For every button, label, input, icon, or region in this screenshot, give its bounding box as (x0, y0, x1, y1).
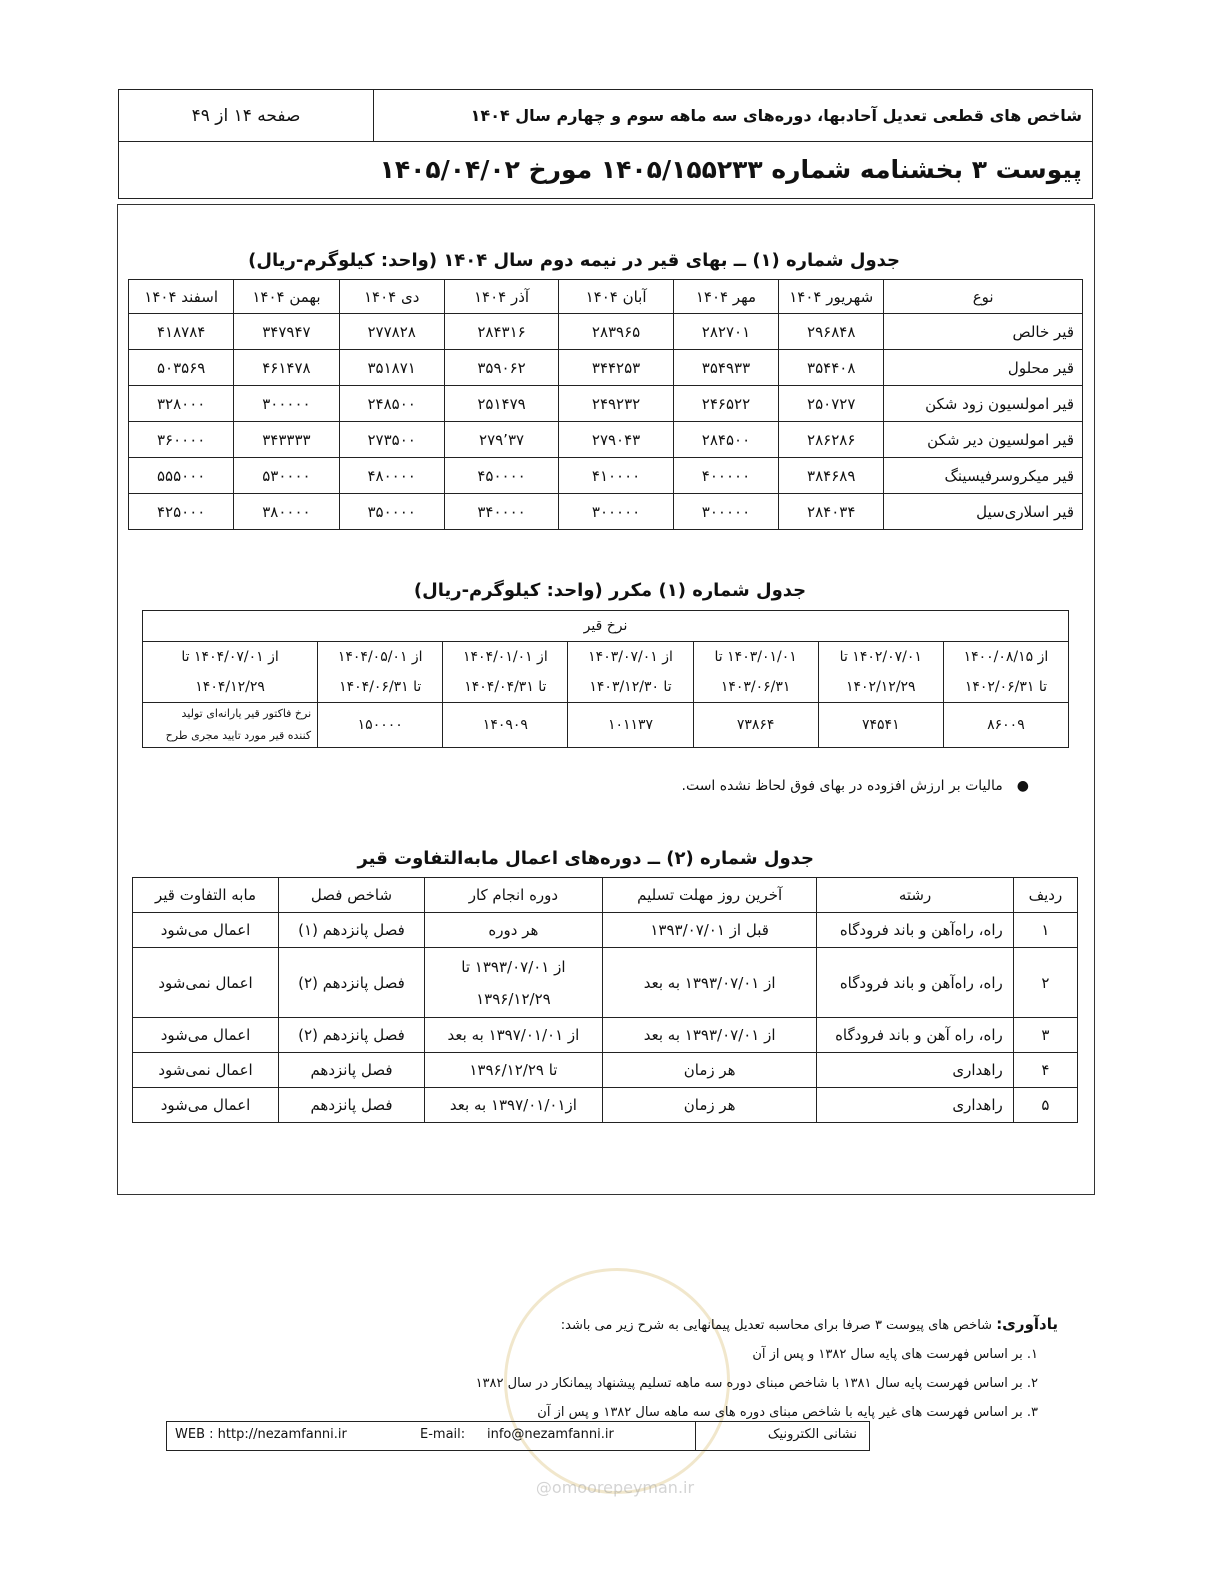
row-label: قیر امولسیون زود شکن (884, 386, 1083, 422)
email-label: E-mail: (420, 1427, 466, 1442)
table-cell: ۲۷۹۰۴۳ (559, 422, 674, 458)
header-subtitle: شاخص های قطعی تعدیل آحادبها، دوره‌های سه ماهه سوم و چهارم سال ۱۴۰۴ (470, 106, 1082, 125)
row-number: ۳ (1013, 1018, 1077, 1053)
table1-caption: جدول شماره (۱) ــ بهای قیر در نیمه دوم سال ۱۴۰۴ (واحد: کیلوگرم-ریال) (248, 250, 900, 271)
period-line: از ۱۴۰۴/۰۱/۰۱ (463, 649, 548, 665)
table-cell: ۳۸۴۶۸۹ (779, 458, 884, 494)
table-cell: ۲۴۶۵۲۲ (673, 386, 778, 422)
table-cell: ۲۹۶۸۴۸ (779, 314, 884, 350)
divider (695, 1422, 696, 1450)
reminder-intro (338, 1310, 1058, 1340)
table-cell: ۳۵۱۸۷۱ (339, 350, 444, 386)
period-line: از ۱۴۰۴/۰۷/۰۱ تا (181, 649, 279, 665)
table-cell: ۲۴۸۵۰۰ (339, 386, 444, 422)
column-header: مهر ۱۴۰۴ (673, 280, 778, 314)
table-cell: ۳۰۰۰۰۰ (673, 494, 778, 530)
table-cell: ۳۵۴۴۰۸ (779, 350, 884, 386)
table-header-row (143, 611, 1069, 642)
table-cell: ۴۵۰۰۰۰ (444, 458, 559, 494)
difference-periods-table (132, 877, 1078, 1123)
table-cell: فصل پانزدهم (۲) (279, 1018, 425, 1053)
watermark-text: @omoorepeyman.ir (535, 1478, 695, 1497)
table-row (133, 913, 1078, 948)
table1b-caption: جدول شماره (۱) مکرر (واحد: کیلوگرم-ریال) (413, 580, 807, 601)
period-line: تا ۱۴۰۳/۱۲/۳۰ (589, 679, 672, 695)
table-cell: ۱۴۰۹۰۹ (443, 703, 568, 748)
web-link[interactable]: WEB : http://nezamfanni.ir (175, 1427, 347, 1442)
period-cell (143, 642, 318, 703)
table-cell: ۱۵۰۰۰۰ (318, 703, 443, 748)
table-cell: راهداری (817, 1053, 1013, 1088)
reminder-section (338, 1310, 1058, 1427)
period-row (143, 642, 1069, 703)
table-cell: ۵۰۳۵۶۹ (129, 350, 234, 386)
table-cell: ۳۵۴۹۳۳ (673, 350, 778, 386)
table-cell: ۴۲۵۰۰۰ (129, 494, 234, 530)
table-cell: اعمال نمی‌شود (133, 948, 279, 1018)
cell-line: کننده قیر مورد تایید مجری طرح (165, 729, 312, 742)
period-line: ۱۴۰۲/۱۲/۲۹ (845, 679, 916, 695)
table-cell: ۲۸۳۹۶۵ (559, 314, 674, 350)
table-header-row (133, 878, 1078, 913)
period-cell (568, 642, 693, 703)
table-cell: تا ۱۳۹۶/۱۲/۲۹ (424, 1053, 602, 1088)
reminder-heading: یادآوری: (996, 1315, 1058, 1333)
table-cell: ۲۸۴۳۱۶ (444, 314, 559, 350)
table-cell: اعمال می‌شود (133, 913, 279, 948)
row-number: ۴ (1013, 1053, 1077, 1088)
row-label: قیر امولسیون دیر شکن (884, 422, 1083, 458)
column-header: ردیف (1013, 878, 1077, 913)
row-number: ۱ (1013, 913, 1077, 948)
row-label: قیر اسلاری‌سیل (884, 494, 1083, 530)
bitumen-price-table (128, 279, 1083, 530)
row-label: قیر محلول (884, 350, 1083, 386)
period-line: از ۱۴۰۴/۰۵/۰۱ (337, 649, 423, 665)
table-row (133, 948, 1078, 1018)
table-cell: ۳۴۴۲۵۳ (559, 350, 674, 386)
table-cell: از ۱۳۹۳/۰۷/۰۱ به بعد (602, 948, 816, 1018)
table-cell: ۲۷۹٬۳۷ (444, 422, 559, 458)
table-cell: ۳۲۸۰۰۰ (129, 386, 234, 422)
table-cell: ۷۴۵۴۱ (818, 703, 943, 748)
row-number: ۵ (1013, 1088, 1077, 1123)
period-line: از ۱۴۰۳/۰۷/۰۱ (588, 649, 673, 665)
column-header: بهمن ۱۴۰۴ (234, 280, 339, 314)
table-cell: ۳۰۰۰۰۰ (559, 494, 674, 530)
column-header: شهریور ۱۴۰۴ (779, 280, 884, 314)
period-line: ۱۴۰۲/۰۷/۰۱ تا (839, 649, 922, 665)
table-cell: ۲۸۴۰۳۴ (779, 494, 884, 530)
table-row (129, 458, 1083, 494)
column-header: رشته (817, 878, 1013, 913)
table-cell: هر زمان (602, 1088, 816, 1123)
email-link[interactable]: info@nezamfanni.ir (487, 1427, 614, 1442)
period-line: تا ۱۴۰۲/۰۶/۳۱ (964, 679, 1048, 695)
column-header: آخرین روز مهلت تسلیم (602, 878, 816, 913)
row-label: قیر میکروسرفیسینگ (884, 458, 1083, 494)
table-cell: اعمال می‌شود (133, 1018, 279, 1053)
table-row (129, 314, 1083, 350)
table-cell: از ۱۳۹۷/۰۱/۰۱ به بعد (424, 1018, 602, 1053)
table-cell: ۸۶۰۰۹ (943, 703, 1068, 748)
table-cell: ۳۸۰۰۰۰ (234, 494, 339, 530)
table-cell: ۲۷۳۵۰۰ (339, 422, 444, 458)
cell-line: از ۱۳۹۳/۰۷/۰۱ تا (461, 957, 566, 976)
table-cell: ۲۷۷۸۲۸ (339, 314, 444, 350)
table-cell: ۳۵۰۰۰۰ (339, 494, 444, 530)
period-line: تا ۱۴۰۴/۰۶/۳۱ (339, 679, 422, 695)
period-cell (443, 642, 568, 703)
column-header: آبان ۱۴۰۴ (559, 280, 674, 314)
table-row (133, 1053, 1078, 1088)
column-header: آذر ۱۴۰۴ (444, 280, 559, 314)
footer-box (166, 1421, 870, 1451)
bullet-icon: ● (1016, 778, 1029, 794)
table-cell: ۳۶۰۰۰۰ (129, 422, 234, 458)
table-cell: فصل پانزدهم (279, 1088, 425, 1123)
table-cell: ۱۰۱۱۳۷ (568, 703, 693, 748)
table2-caption: جدول شماره (۲) ــ دوره‌های اعمال مابه‌التفاوت قیر (357, 848, 814, 869)
table-cell: ۲۴۹۲۳۲ (559, 386, 674, 422)
column-header: اسفند ۱۴۰۴ (129, 280, 234, 314)
table-cell: قبل از ۱۳۹۳/۰۷/۰۱ (602, 913, 816, 948)
group-header: نرخ قیر (143, 611, 1069, 642)
table-cell: اعمال نمی‌شود (133, 1053, 279, 1088)
table-cell: ۳۴۳۳۳۳ (234, 422, 339, 458)
table-cell: از ۱۳۹۳/۰۷/۰۱ به بعد (602, 1018, 816, 1053)
table-row (133, 1018, 1078, 1053)
bitumen-rate-table (142, 610, 1069, 748)
page-title: پیوست ۳ بخشنامه شماره ۱۴۰۵/۱۵۵۲۳۳ مورخ ۱۴۰۵/۰۴/۰۲ (379, 155, 1082, 184)
row-number: ۲ (1013, 948, 1077, 1018)
reminder-item: ۲. بر اساس فهرست پایه سال ۱۳۸۱ با شاخص مبنای دوره سه ماهه تسلیم پیشنهاد پیمانکار در سال ۱۳۸۲ (475, 1376, 1038, 1391)
table-cell: ۴۸۰۰۰۰ (339, 458, 444, 494)
column-header: دی ۱۴۰۴ (339, 280, 444, 314)
table-header-row (129, 280, 1083, 314)
table-row (129, 422, 1083, 458)
document-header (118, 89, 1093, 199)
table-cell: ۳۴۷۹۴۷ (234, 314, 339, 350)
table-cell: ۵۳۰۰۰۰ (234, 458, 339, 494)
table-row (129, 494, 1083, 530)
footer-label: نشانی الکترونیک (767, 1427, 857, 1442)
subsidized-rate-cell (143, 703, 318, 748)
table-cell: ۳۴۰۰۰۰ (444, 494, 559, 530)
table-cell: فصل پانزدهم (۲) (279, 948, 425, 1018)
table-cell: ۲۸۴۵۰۰ (673, 422, 778, 458)
table-cell: اعمال می‌شود (133, 1088, 279, 1123)
reminder-item: ۳. بر اساس فهرست های غیر پایه با شاخص مبنای دوره های سه ماهه سال ۱۳۸۲ و پس از آن (537, 1405, 1038, 1420)
table-cell: راه، راه‌آهن و باند فرودگاه (817, 948, 1013, 1018)
table-cell: هر دوره (424, 913, 602, 948)
period-line: تا ۱۴۰۴/۰۴/۳۱ (464, 679, 547, 695)
period-cell (318, 642, 443, 703)
page-number: صفحه ۱۴ از ۴۹ (119, 90, 374, 141)
cell-line: ۱۳۹۶/۱۲/۲۹ (476, 989, 551, 1008)
table-cell: ۴۱۸۷۸۴ (129, 314, 234, 350)
period-line: از ۱۴۰۰/۰۸/۱۵ (963, 649, 1049, 665)
column-header: نوع (884, 280, 1083, 314)
reminder-item: ۱. بر اساس فهرست های پایه سال ۱۳۸۲ و پس از آن (752, 1347, 1038, 1362)
table-cell: راهداری (817, 1088, 1013, 1123)
table-row (133, 1088, 1078, 1123)
table-row (129, 350, 1083, 386)
row-label: قیر خالص (884, 314, 1083, 350)
vat-note (682, 778, 1030, 794)
table-cell: ۲۸۶۲۸۶ (779, 422, 884, 458)
note-text: مالیات بر ارزش افزوده در بهای فوق لحاظ نشده است. (681, 778, 1003, 794)
table-cell (424, 948, 602, 1018)
cell-line: نرخ فاکتور قیر یارانه‌ای تولید (181, 707, 312, 720)
reminder-intro-text: شاخص های پیوست ۳ صرفا برای محاسبه تعدیل پیمانهایی به شرح زیر می باشد: (560, 1318, 997, 1333)
period-cell (693, 642, 818, 703)
table-cell: ۴۶۱۴۷۸ (234, 350, 339, 386)
table-cell: راه، راه آهن و باند فرودگاه (817, 1018, 1013, 1053)
table-row (129, 386, 1083, 422)
table-cell: ۴۱۰۰۰۰ (559, 458, 674, 494)
table-cell: ۳۰۰۰۰۰ (234, 386, 339, 422)
table-cell: ۳۵۹۰۶۲ (444, 350, 559, 386)
period-line: ۱۴۰۳/۰۱/۰۱ تا (714, 649, 797, 665)
table-cell: ۲۵۱۴۷۹ (444, 386, 559, 422)
table-cell: فصل پانزدهم (۱) (279, 913, 425, 948)
column-header: شاخص فصل (279, 878, 425, 913)
header-top-row (119, 90, 1092, 142)
table-cell: ۲۸۲۷۰۱ (673, 314, 778, 350)
table-cell: ۵۵۵۰۰۰ (129, 458, 234, 494)
table-cell: راه، راه‌آهن و باند فرودگاه (817, 913, 1013, 948)
value-row (143, 703, 1069, 748)
table-cell: از۱۳۹۷/۰۱/۰۱ به بعد (424, 1088, 602, 1123)
period-line: ۱۴۰۴/۱۲/۲۹ (195, 679, 265, 695)
period-cell (943, 642, 1068, 703)
column-header: مابه التفاوت قیر (133, 878, 279, 913)
table-cell: هر زمان (602, 1053, 816, 1088)
table-cell: فصل پانزدهم (279, 1053, 425, 1088)
table-cell: ۴۰۰۰۰۰ (673, 458, 778, 494)
table-cell: ۲۵۰۷۲۷ (779, 386, 884, 422)
period-line: ۱۴۰۳/۰۶/۳۱ (720, 679, 791, 695)
period-cell (818, 642, 943, 703)
table-cell: ۷۳۸۶۴ (693, 703, 818, 748)
column-header: دوره انجام کار (424, 878, 602, 913)
